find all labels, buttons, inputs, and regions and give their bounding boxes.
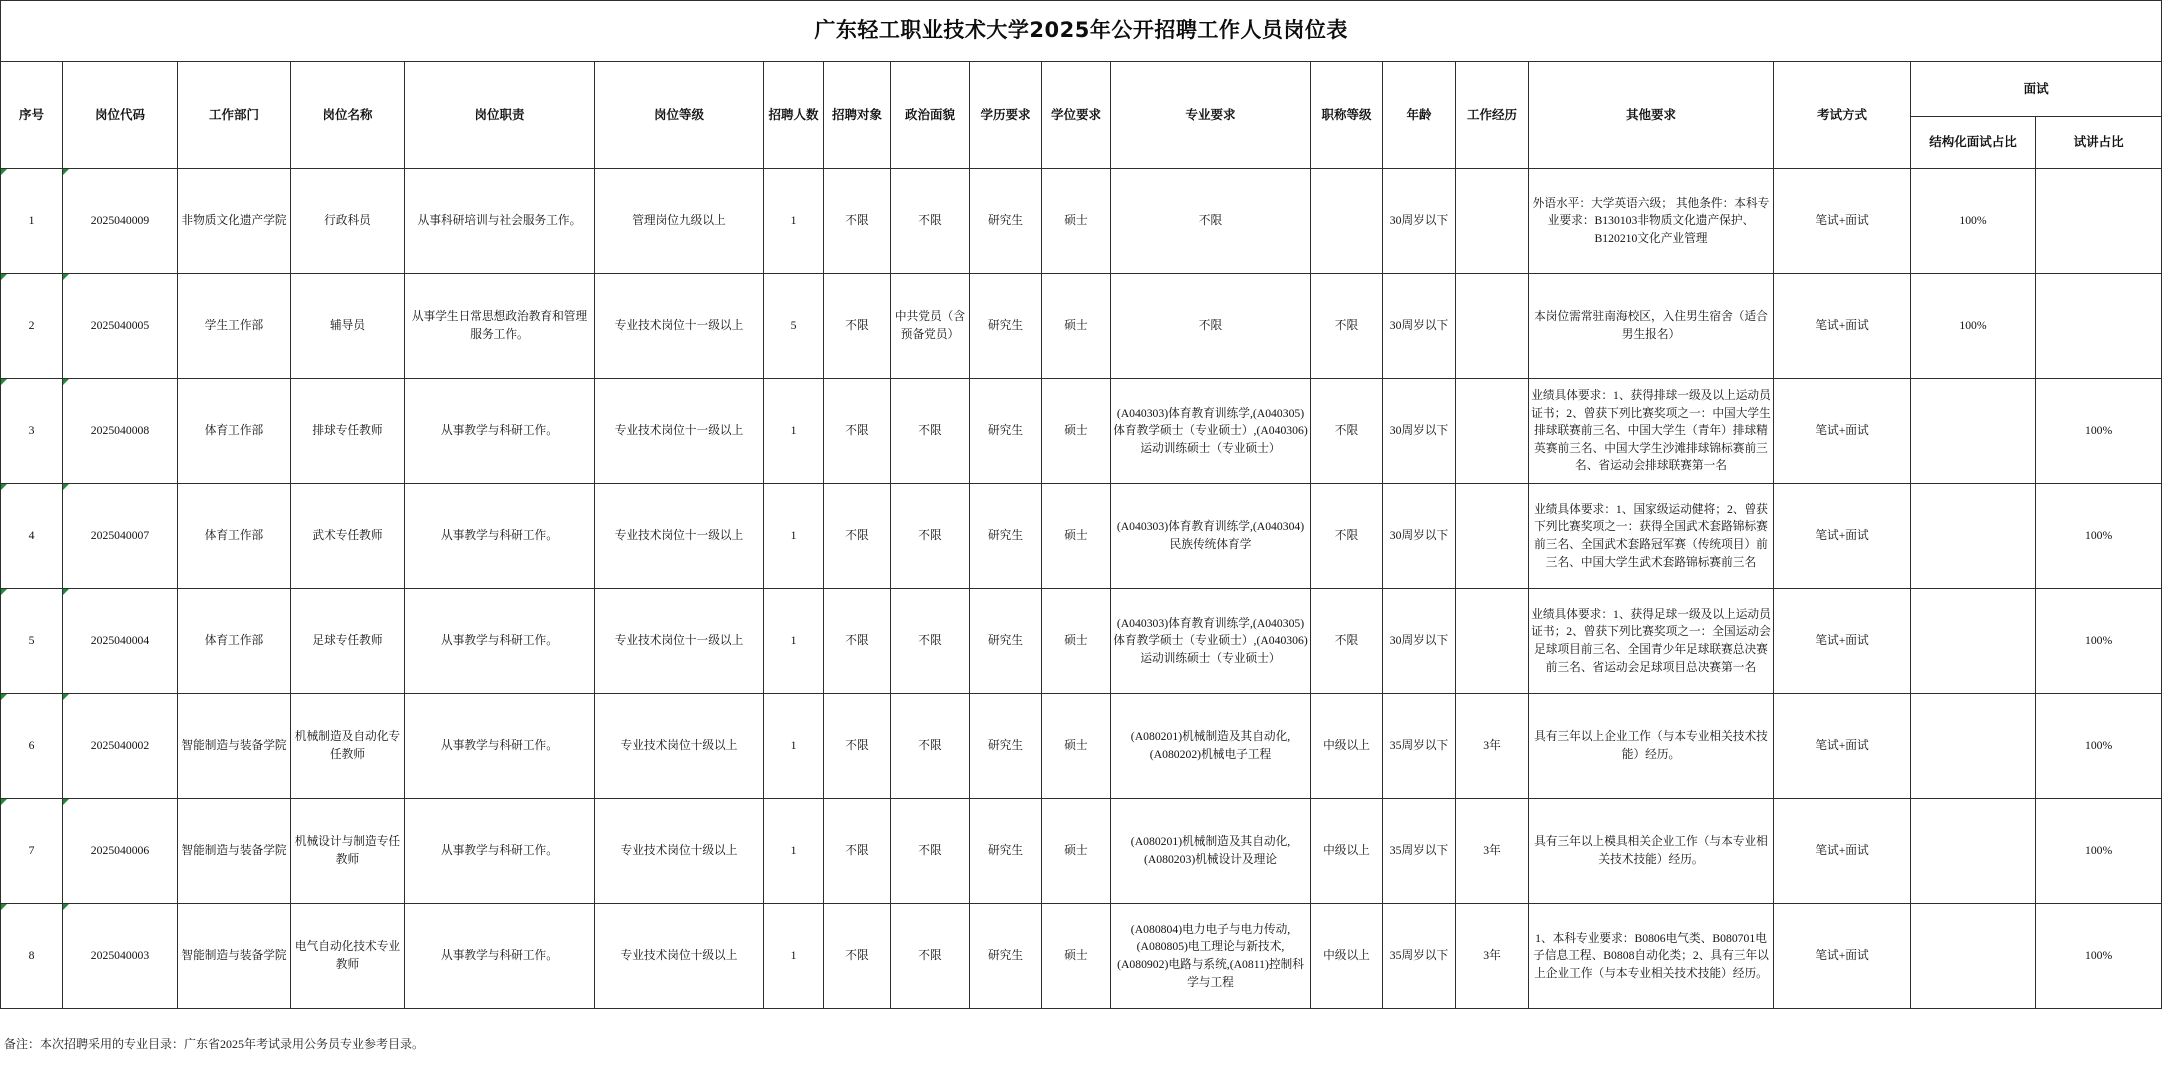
header-count: 招聘人数 [764, 62, 824, 169]
cell-duty: 从事教学与科研工作。 [405, 379, 595, 484]
title-row [1, 1, 2162, 62]
cell-education: 研究生 [970, 379, 1042, 484]
cell-exam: 笔试+面试 [1774, 484, 1911, 589]
cell-political: 不限 [891, 799, 970, 904]
table-row [1, 379, 2162, 484]
header-experience: 工作经历 [1456, 62, 1529, 169]
cell-grade: 专业技术岗位十级以上 [595, 904, 764, 1009]
header-dept: 工作部门 [178, 62, 291, 169]
cell-structured: 100% [1911, 274, 2036, 379]
header-age: 年龄 [1383, 62, 1456, 169]
cell-code: 2025040007 [63, 484, 178, 589]
cell-other: 本岗位需常驻南海校区，入住男生宿舍（适合男生报名） [1529, 274, 1774, 379]
cell-code: 2025040003 [63, 904, 178, 1009]
cell-title-level [1311, 169, 1383, 274]
cell-count: 1 [764, 379, 824, 484]
cell-major: (A040303)体育教育训练学,(A040305)体育教学硕士（专业硕士）,(A040306)运动训练硕士（专业硕士） [1111, 379, 1311, 484]
cell-other: 外语水平：大学英语六级； 其他条件：本科专业要求：B130103非物质文化遗产保护、B120210文化产业管理 [1529, 169, 1774, 274]
cell-dept: 非物质文化遗产学院 [178, 169, 291, 274]
cell-seq: 8 [1, 904, 63, 1009]
cell-experience [1456, 274, 1529, 379]
cell-target: 不限 [824, 904, 891, 1009]
cell-experience: 3年 [1456, 694, 1529, 799]
cell-degree: 硕士 [1042, 169, 1111, 274]
header-degree: 学位要求 [1042, 62, 1111, 169]
cell-degree: 硕士 [1042, 484, 1111, 589]
cell-structured [1911, 379, 2036, 484]
cell-count: 1 [764, 799, 824, 904]
cell-political: 中共党员（含预备党员） [891, 274, 970, 379]
cell-structured [1911, 589, 2036, 694]
header-code: 岗位代码 [63, 62, 178, 169]
cell-dept: 体育工作部 [178, 484, 291, 589]
cell-structured [1911, 694, 2036, 799]
cell-experience [1456, 484, 1529, 589]
cell-title-level: 中级以上 [1311, 694, 1383, 799]
cell-duty: 从事科研培训与社会服务工作。 [405, 169, 595, 274]
cell-title-level: 中级以上 [1311, 904, 1383, 1009]
cell-grade: 专业技术岗位十级以上 [595, 694, 764, 799]
cell-experience: 3年 [1456, 904, 1529, 1009]
cell-duty: 从事教学与科研工作。 [405, 589, 595, 694]
cell-lecture [2036, 169, 2162, 274]
cell-count: 1 [764, 904, 824, 1009]
cell-degree: 硕士 [1042, 694, 1111, 799]
cell-count: 5 [764, 274, 824, 379]
cell-exam: 笔试+面试 [1774, 379, 1911, 484]
cell-political: 不限 [891, 694, 970, 799]
cell-dept: 体育工作部 [178, 589, 291, 694]
cell-seq: 2 [1, 274, 63, 379]
cell-lecture: 100% [2036, 379, 2162, 484]
cell-other: 1、本科专业要求：B0806电气类、B080701电子信息工程、B0808自动化类；2、具有三年以上企业工作（与本专业相关技术技能）经历。 [1529, 904, 1774, 1009]
cell-other: 业绩具体要求：1、获得足球一级及以上运动员证书；2、曾获下列比赛奖项之一：全国运动会足球项目前三名、全国青少年足球联赛总决赛前三名、省运动会足球项目总决赛第一名 [1529, 589, 1774, 694]
cell-exam: 笔试+面试 [1774, 589, 1911, 694]
cell-target: 不限 [824, 589, 891, 694]
header-row [1, 62, 2162, 117]
cell-dept: 智能制造与装备学院 [178, 694, 291, 799]
cell-structured [1911, 484, 2036, 589]
header-exam: 考试方式 [1774, 62, 1911, 169]
cell-position: 机械设计与制造专任教师 [291, 799, 405, 904]
cell-title-level: 不限 [1311, 589, 1383, 694]
cell-political: 不限 [891, 484, 970, 589]
cell-political: 不限 [891, 169, 970, 274]
cell-duty: 从事教学与科研工作。 [405, 484, 595, 589]
cell-duty: 从事学生日常思想政治教育和管理服务工作。 [405, 274, 595, 379]
cell-lecture: 100% [2036, 904, 2162, 1009]
cell-target: 不限 [824, 799, 891, 904]
header-grade: 岗位等级 [595, 62, 764, 169]
table-row [1, 589, 2162, 694]
table-row [1, 904, 2162, 1009]
table-row [1, 484, 2162, 589]
header-political: 政治面貌 [891, 62, 970, 169]
cell-degree: 硕士 [1042, 799, 1111, 904]
cell-age: 30周岁以下 [1383, 484, 1456, 589]
cell-other: 业绩具体要求：1、国家级运动健将；2、曾获下列比赛奖项之一：获得全国武术套路锦标赛前三名、全国武术套路冠军赛（传统项目）前三名、中国大学生武术套路锦标赛前三名 [1529, 484, 1774, 589]
cell-position: 电气自动化技术专业教师 [291, 904, 405, 1009]
cell-education: 研究生 [970, 589, 1042, 694]
cell-count: 1 [764, 694, 824, 799]
cell-lecture: 100% [2036, 589, 2162, 694]
cell-count: 1 [764, 169, 824, 274]
cell-grade: 专业技术岗位十一级以上 [595, 589, 764, 694]
cell-position: 机械制造及自动化专任教师 [291, 694, 405, 799]
cell-grade: 专业技术岗位十一级以上 [595, 379, 764, 484]
cell-other: 业绩具体要求：1、获得排球一级及以上运动员证书；2、曾获下列比赛奖项之一：中国大学生排球联赛前三名、中国大学生（青年）排球精英赛前三名、中国大学生沙滩排球锦标赛前三名、省运动会排球联赛第一名 [1529, 379, 1774, 484]
cell-target: 不限 [824, 169, 891, 274]
cell-duty: 从事教学与科研工作。 [405, 694, 595, 799]
cell-lecture: 100% [2036, 694, 2162, 799]
cell-structured [1911, 904, 2036, 1009]
cell-political: 不限 [891, 904, 970, 1009]
cell-experience: 3年 [1456, 799, 1529, 904]
cell-seq: 4 [1, 484, 63, 589]
header-title-level: 职称等级 [1311, 62, 1383, 169]
cell-exam: 笔试+面试 [1774, 274, 1911, 379]
cell-experience [1456, 169, 1529, 274]
table-row [1, 274, 2162, 379]
cell-seq: 7 [1, 799, 63, 904]
cell-major: (A080201)机械制造及其自动化,(A080202)机械电子工程 [1111, 694, 1311, 799]
footnote: 备注：本次招聘采用的专业目录：广东省2025年考试录用公务员专业参考目录。 [4, 1037, 425, 1051]
cell-education: 研究生 [970, 484, 1042, 589]
cell-age: 35周岁以下 [1383, 904, 1456, 1009]
header-major: 专业要求 [1111, 62, 1311, 169]
cell-position: 足球专任教师 [291, 589, 405, 694]
table-title: 广东轻工职业技术大学2025年公开招聘工作人员岗位表 [1, 1, 2162, 62]
cell-major: (A040303)体育教育训练学,(A040305)体育教学硕士（专业硕士）,(A040306)运动训练硕士（专业硕士） [1111, 589, 1311, 694]
cell-code: 2025040006 [63, 799, 178, 904]
cell-grade: 专业技术岗位十级以上 [595, 799, 764, 904]
cell-title-level: 中级以上 [1311, 799, 1383, 904]
cell-code: 2025040008 [63, 379, 178, 484]
cell-grade: 专业技术岗位十一级以上 [595, 484, 764, 589]
cell-structured: 100% [1911, 169, 2036, 274]
cell-position: 辅导员 [291, 274, 405, 379]
cell-title-level: 不限 [1311, 484, 1383, 589]
cell-seq: 5 [1, 589, 63, 694]
header-other: 其他要求 [1529, 62, 1774, 169]
cell-other: 具有三年以上模具相关企业工作（与本专业相关技术技能）经历。 [1529, 799, 1774, 904]
cell-dept: 学生工作部 [178, 274, 291, 379]
cell-degree: 硕士 [1042, 274, 1111, 379]
cell-other: 具有三年以上企业工作（与本专业相关技术技能）经历。 [1529, 694, 1774, 799]
cell-code: 2025040004 [63, 589, 178, 694]
cell-exam: 笔试+面试 [1774, 169, 1911, 274]
cell-seq: 3 [1, 379, 63, 484]
cell-duty: 从事教学与科研工作。 [405, 904, 595, 1009]
table-row [1, 694, 2162, 799]
cell-title-level: 不限 [1311, 379, 1383, 484]
cell-degree: 硕士 [1042, 904, 1111, 1009]
cell-code: 2025040009 [63, 169, 178, 274]
cell-experience [1456, 379, 1529, 484]
cell-exam: 笔试+面试 [1774, 904, 1911, 1009]
cell-grade: 管理岗位九级以上 [595, 169, 764, 274]
cell-major: (A080804)电力电子与电力传动,(A080805)电工理论与新技术,(A080902)电路与系统,(A0811)控制科学与工程 [1111, 904, 1311, 1009]
table-row [1, 799, 2162, 904]
cell-age: 30周岁以下 [1383, 169, 1456, 274]
cell-major: 不限 [1111, 274, 1311, 379]
cell-dept: 体育工作部 [178, 379, 291, 484]
header-seq: 序号 [1, 62, 63, 169]
cell-dept: 智能制造与装备学院 [178, 904, 291, 1009]
header-position: 岗位名称 [291, 62, 405, 169]
cell-count: 1 [764, 484, 824, 589]
cell-seq: 1 [1, 169, 63, 274]
cell-degree: 硕士 [1042, 379, 1111, 484]
cell-political: 不限 [891, 589, 970, 694]
cell-education: 研究生 [970, 274, 1042, 379]
header-structured: 结构化面试占比 [1911, 117, 2036, 169]
cell-age: 35周岁以下 [1383, 694, 1456, 799]
table-row [1, 169, 2162, 274]
cell-dept: 智能制造与装备学院 [178, 799, 291, 904]
cell-age: 30周岁以下 [1383, 274, 1456, 379]
cell-major: (A040303)体育教育训练学,(A040304)民族传统体育学 [1111, 484, 1311, 589]
header-lecture: 试讲占比 [2036, 117, 2162, 169]
cell-target: 不限 [824, 694, 891, 799]
cell-exam: 笔试+面试 [1774, 799, 1911, 904]
cell-degree: 硕士 [1042, 589, 1111, 694]
cell-education: 研究生 [970, 904, 1042, 1009]
cell-duty: 从事教学与科研工作。 [405, 799, 595, 904]
cell-experience [1456, 589, 1529, 694]
header-duty: 岗位职责 [405, 62, 595, 169]
cell-code: 2025040005 [63, 274, 178, 379]
cell-age: 35周岁以下 [1383, 799, 1456, 904]
cell-seq: 6 [1, 694, 63, 799]
cell-grade: 专业技术岗位十一级以上 [595, 274, 764, 379]
cell-education: 研究生 [970, 169, 1042, 274]
cell-target: 不限 [824, 484, 891, 589]
cell-education: 研究生 [970, 694, 1042, 799]
cell-target: 不限 [824, 379, 891, 484]
cell-major: 不限 [1111, 169, 1311, 274]
cell-age: 30周岁以下 [1383, 589, 1456, 694]
cell-lecture: 100% [2036, 799, 2162, 904]
cell-title-level: 不限 [1311, 274, 1383, 379]
cell-count: 1 [764, 589, 824, 694]
cell-exam: 笔试+面试 [1774, 694, 1911, 799]
header-interview: 面试 [1911, 62, 2162, 117]
cell-lecture [2036, 274, 2162, 379]
cell-position: 行政科员 [291, 169, 405, 274]
cell-political: 不限 [891, 379, 970, 484]
cell-age: 30周岁以下 [1383, 379, 1456, 484]
cell-structured [1911, 799, 2036, 904]
header-target: 招聘对象 [824, 62, 891, 169]
cell-education: 研究生 [970, 799, 1042, 904]
cell-lecture: 100% [2036, 484, 2162, 589]
cell-position: 武术专任教师 [291, 484, 405, 589]
cell-target: 不限 [824, 274, 891, 379]
cell-major: (A080201)机械制造及其自动化,(A080203)机械设计及理论 [1111, 799, 1311, 904]
header-education: 学历要求 [970, 62, 1042, 169]
cell-position: 排球专任教师 [291, 379, 405, 484]
cell-code: 2025040002 [63, 694, 178, 799]
